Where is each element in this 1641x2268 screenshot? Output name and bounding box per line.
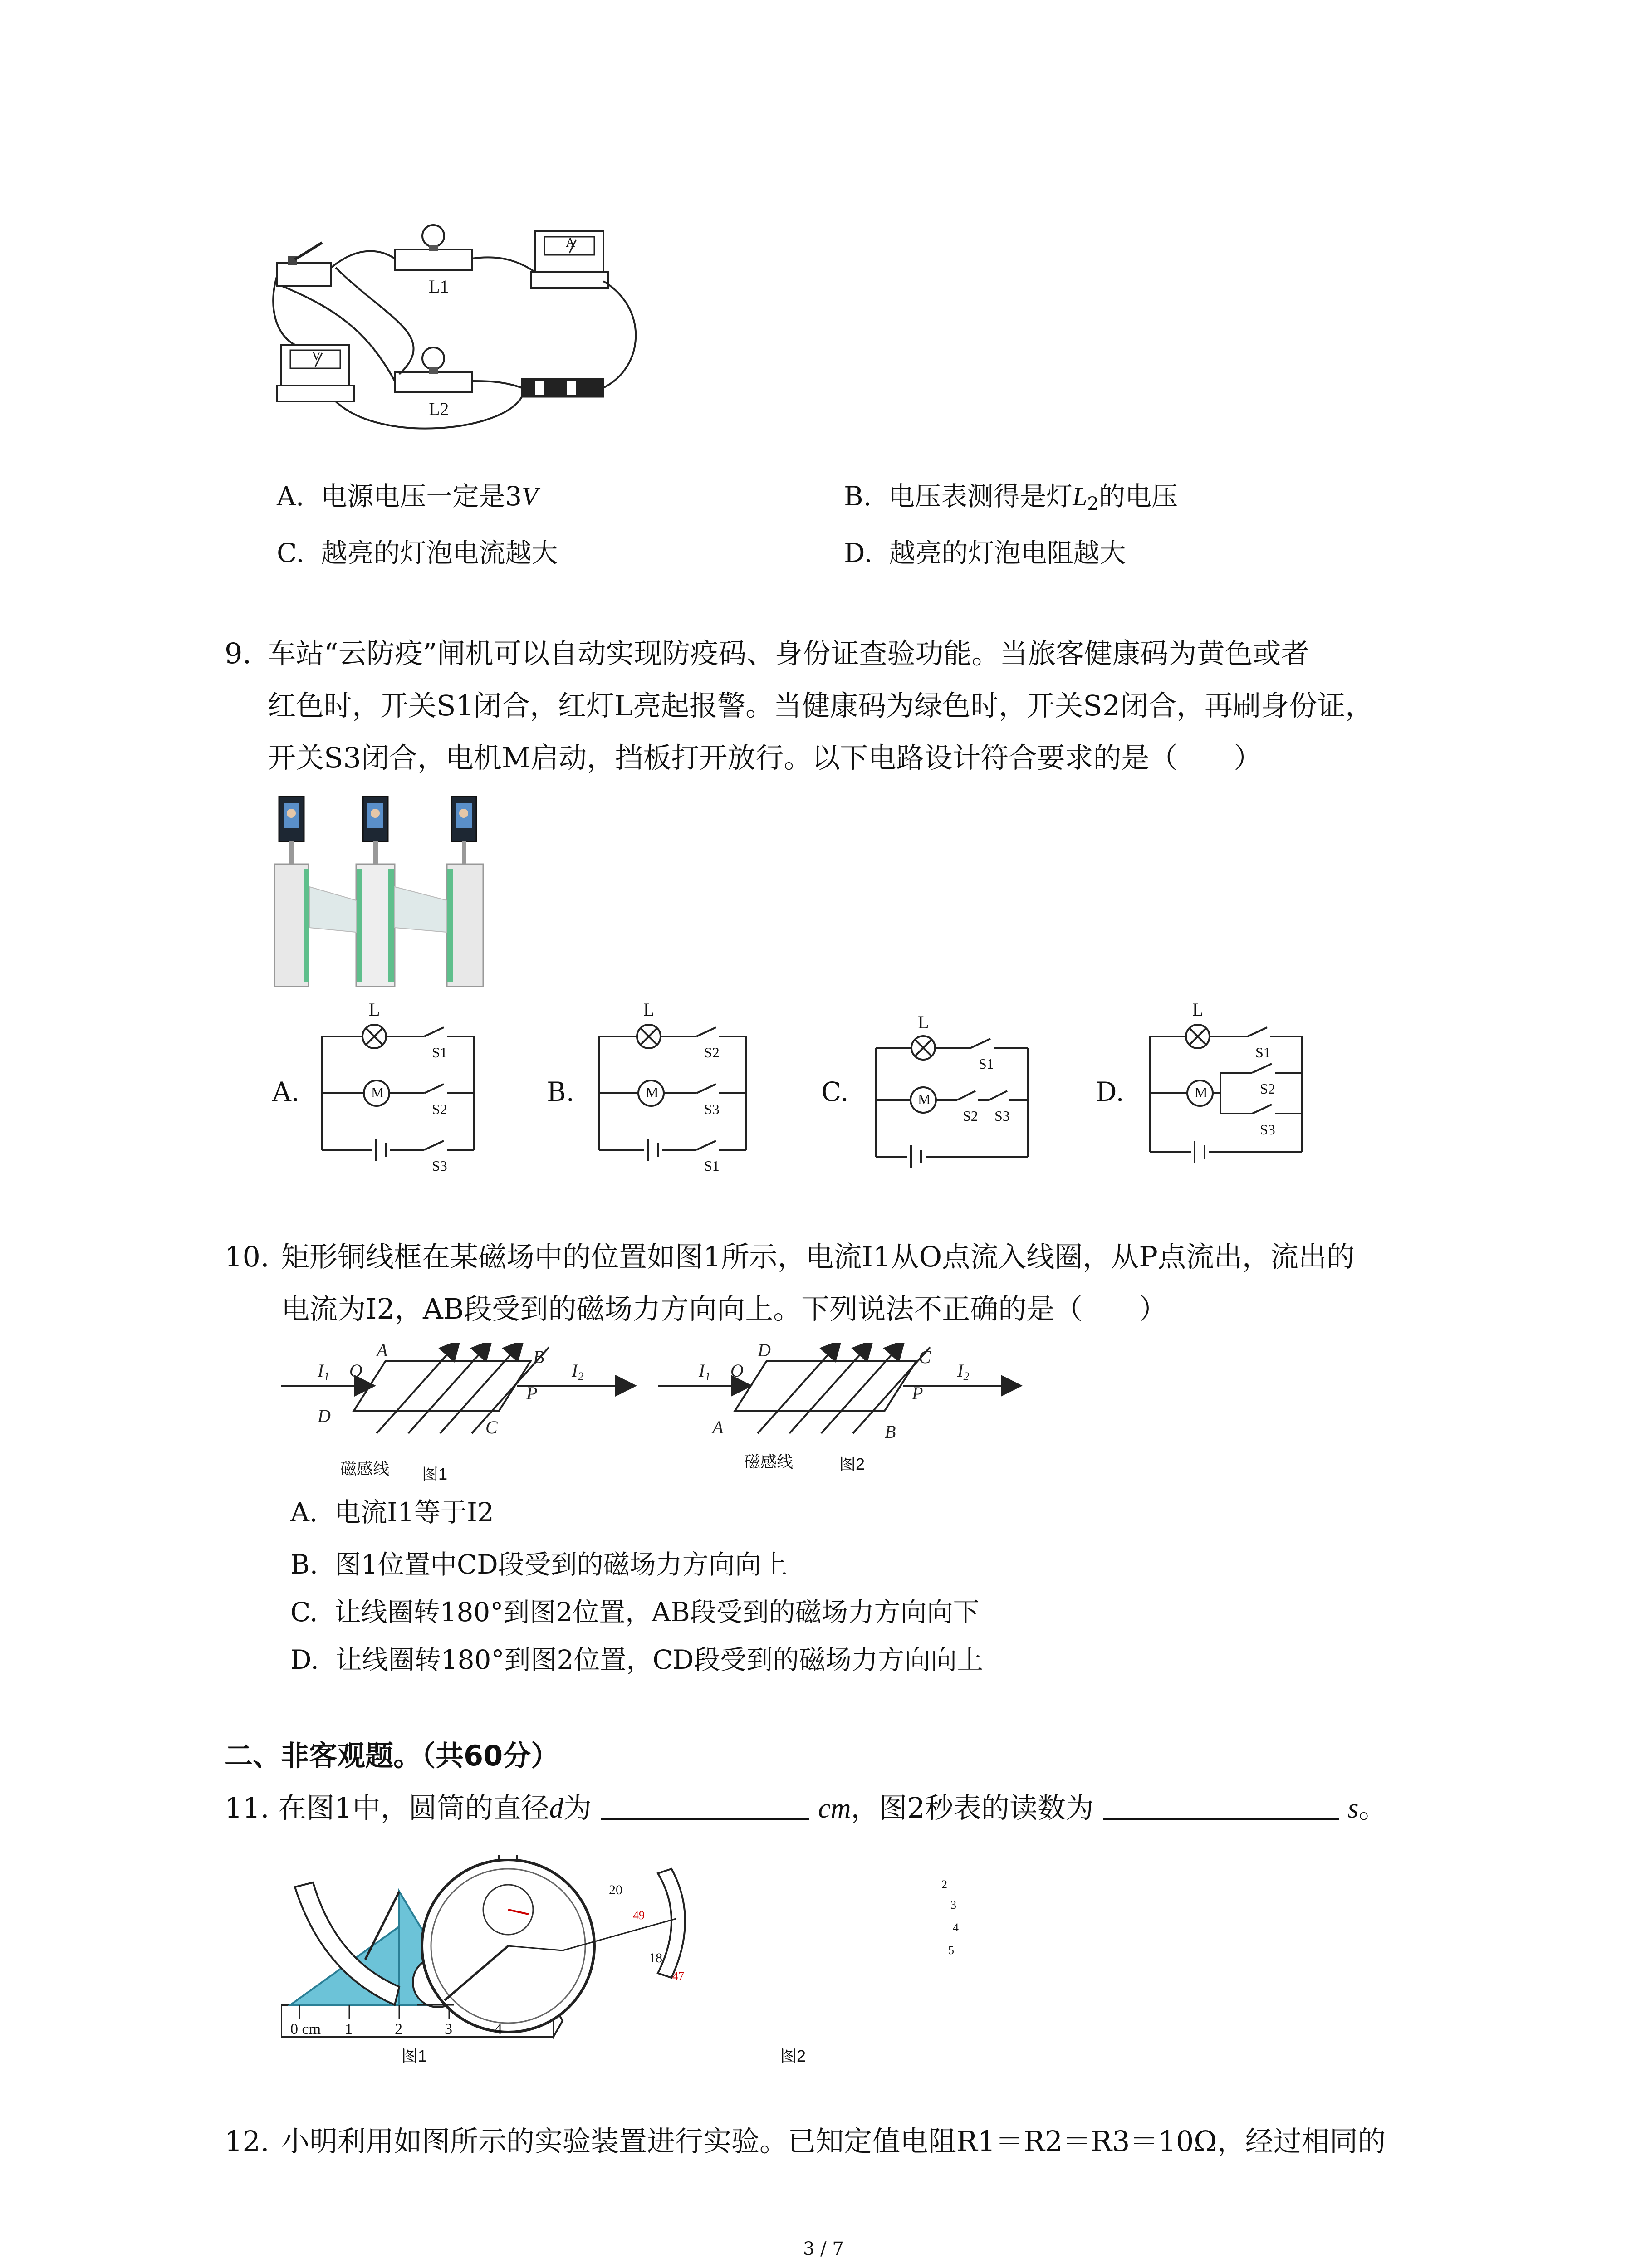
q10-option-d: D. 让线圈转180°到图2位置，CD段受到的磁场力方向向上 bbox=[290, 1644, 984, 1675]
q11-fig2-caption: 图2 bbox=[780, 2047, 806, 2065]
q10-magnetic-figure bbox=[281, 1343, 1043, 1488]
svg-text:P: P bbox=[912, 1383, 923, 1403]
q10-field-label-2: 磁感线 bbox=[744, 1452, 794, 1471]
q10-line2: 电流为I2，AB段受到的磁场力方向向上。下列说法不正确的是（ ） bbox=[281, 1292, 1167, 1325]
label-s1-a: S1 bbox=[432, 1044, 447, 1061]
small-dial-2: 2 bbox=[941, 1878, 947, 1891]
label-s1-b: S1 bbox=[704, 1158, 720, 1174]
dial-20: 20 bbox=[609, 1882, 622, 1897]
label-s1-d: S1 bbox=[1255, 1044, 1271, 1061]
label-motor-a: M bbox=[371, 1084, 384, 1100]
q8-circuit-figure bbox=[268, 218, 658, 454]
q9-line1: 车站“云防疫”闸机可以自动实现防疫码、身份证查验功能。当旅客健康码为黄色或者 bbox=[268, 637, 1309, 670]
circuit-c bbox=[876, 1036, 1028, 1168]
small-dial-3: 3 bbox=[950, 1898, 956, 1911]
circuit-a bbox=[322, 1025, 474, 1161]
q10-fig1-caption: 图1 bbox=[422, 1465, 448, 1483]
label-s2-c: S2 bbox=[963, 1108, 978, 1124]
dial-18: 18 bbox=[649, 1950, 662, 1965]
q11-figures bbox=[281, 1855, 971, 2064]
q9-line2: 红色时，开关S1闭合，红灯L亮起报警。当健康码为绿色时，开关S2闭合，再刷身份证， bbox=[268, 689, 1374, 722]
ruler-tick-4: 4 bbox=[495, 2021, 502, 2038]
q9-number: 9. bbox=[225, 637, 252, 670]
label-lamp-b: L bbox=[643, 999, 655, 1020]
q8-label-l2: L2 bbox=[429, 399, 449, 419]
label-lamp-c: L bbox=[918, 1012, 929, 1032]
svg-text:P: P bbox=[526, 1383, 538, 1403]
q9-circuit-options bbox=[272, 993, 1316, 1184]
q10-line1: 矩形铜线框在某磁场中的位置如图1所示，电流I1从O点流入线圈，从P点流出，流出的 bbox=[281, 1240, 1355, 1273]
q11-question: 11. 在图1中，圆筒的直径d为 cm，图2秒表的读数为 s。 bbox=[225, 1791, 1387, 1824]
q11-blank-diameter[interactable] bbox=[601, 1818, 809, 1820]
ruler-tick-1: 1 bbox=[345, 2021, 353, 2038]
dial-49: 49 bbox=[633, 1909, 645, 1922]
circuit-d bbox=[1150, 1025, 1302, 1163]
svg-text:D: D bbox=[318, 1406, 331, 1426]
svg-text:I1: $I_1$ bbox=[699, 1360, 711, 1383]
ruler-tick-3: 3 bbox=[445, 2021, 452, 2038]
q10-fig2-caption: 图2 bbox=[839, 1455, 865, 1473]
q10-option-a: A. 电流I1等于I2 bbox=[290, 1497, 494, 1528]
q10-fig-svg bbox=[281, 1343, 1043, 1488]
ruler-tick-0: 0 cm bbox=[290, 2021, 321, 2038]
q9-option-b: B. bbox=[547, 1076, 575, 1107]
q11-fig1-caption: 图1 bbox=[402, 2047, 427, 2065]
q9-option-d: D. bbox=[1096, 1076, 1124, 1107]
section-2-title: 二、非客观题。（共60分） bbox=[225, 1739, 559, 1772]
q9-line3: 开关S3闭合，电机M启动，挡板打开放行。以下电路设计符合要求的是（ ） bbox=[268, 741, 1262, 774]
q8-circuit-svg bbox=[268, 218, 658, 454]
svg-text:D: D bbox=[758, 1343, 771, 1360]
ruler-tick-2: 2 bbox=[395, 2021, 402, 2038]
label-motor-c: M bbox=[918, 1091, 931, 1107]
label-s3-a: S3 bbox=[432, 1158, 447, 1174]
q10-option-b: B. 图1位置中CD段受到的磁场力方向向上 bbox=[290, 1549, 788, 1580]
small-dial-4: 4 bbox=[953, 1921, 959, 1934]
svg-text:A: A bbox=[377, 1343, 388, 1360]
q10-number: 10. bbox=[225, 1240, 269, 1273]
small-dial-5: 5 bbox=[948, 1944, 954, 1957]
label-motor-d: M bbox=[1195, 1084, 1208, 1100]
dial-47: 47 bbox=[672, 1970, 684, 1983]
svg-text:I1: $I_1$ bbox=[318, 1360, 330, 1383]
svg-text:B: B bbox=[533, 1347, 544, 1367]
q9-option-c: C. bbox=[821, 1076, 849, 1107]
label-s3-d: S3 bbox=[1260, 1121, 1275, 1138]
q8-option-a: A. 电源电压一定是3V bbox=[277, 481, 538, 512]
svg-text:I2: $I_2$ bbox=[572, 1360, 584, 1383]
q8-label-a: A bbox=[566, 236, 575, 250]
label-s1-c: S1 bbox=[979, 1056, 994, 1072]
label-s2-d: S2 bbox=[1260, 1080, 1275, 1097]
svg-text:A: A bbox=[712, 1417, 724, 1437]
q9-option-a: A. bbox=[272, 1076, 300, 1107]
q10-option-c: C. 让线圈转180°到图2位置，AB段受到的磁场力方向向下 bbox=[290, 1597, 980, 1628]
svg-text:O: O bbox=[730, 1360, 744, 1381]
label-s2-a: S2 bbox=[432, 1101, 447, 1117]
gate-machines-image bbox=[272, 796, 495, 991]
page-number: 3 / 7 bbox=[803, 2239, 844, 2259]
svg-text:C: C bbox=[919, 1347, 931, 1367]
q9-circuits-svg bbox=[272, 993, 1316, 1184]
q8-label-l1: L1 bbox=[429, 276, 449, 297]
svg-text:O: O bbox=[349, 1360, 362, 1381]
q9-gate-photo bbox=[272, 796, 495, 991]
q12-number: 12. bbox=[225, 2125, 269, 2158]
q12-line1: 小明利用如图所示的实验装置进行实验。已知定值电阻R1＝R2＝R3＝10Ω，经过相同的 bbox=[281, 2125, 1386, 2158]
label-s3-c: S3 bbox=[994, 1108, 1010, 1124]
label-lamp-a: L bbox=[369, 999, 380, 1020]
label-s3-b: S3 bbox=[704, 1101, 720, 1117]
circuit-b bbox=[599, 1025, 746, 1161]
q8-option-d: D. 越亮的灯泡电阻越大 bbox=[844, 538, 1126, 568]
label-motor-b: M bbox=[646, 1084, 659, 1100]
q10-field-label-1: 磁感线 bbox=[340, 1459, 390, 1478]
q11-blank-stopwatch[interactable] bbox=[1103, 1818, 1339, 1820]
q8-label-v: V bbox=[312, 349, 321, 363]
svg-text:C: C bbox=[485, 1417, 498, 1437]
svg-text:B: B bbox=[885, 1422, 896, 1442]
q11-fig-svg bbox=[281, 1855, 971, 2064]
q8-option-b: B. 电压表测得是灯$L_2$的电压 bbox=[844, 481, 1178, 515]
label-s2-b: S2 bbox=[704, 1044, 720, 1061]
svg-text:I2: $I_2$ bbox=[957, 1360, 970, 1383]
label-lamp-d: L bbox=[1192, 999, 1204, 1020]
q8-option-c: C. 越亮的灯泡电流越大 bbox=[277, 538, 558, 568]
